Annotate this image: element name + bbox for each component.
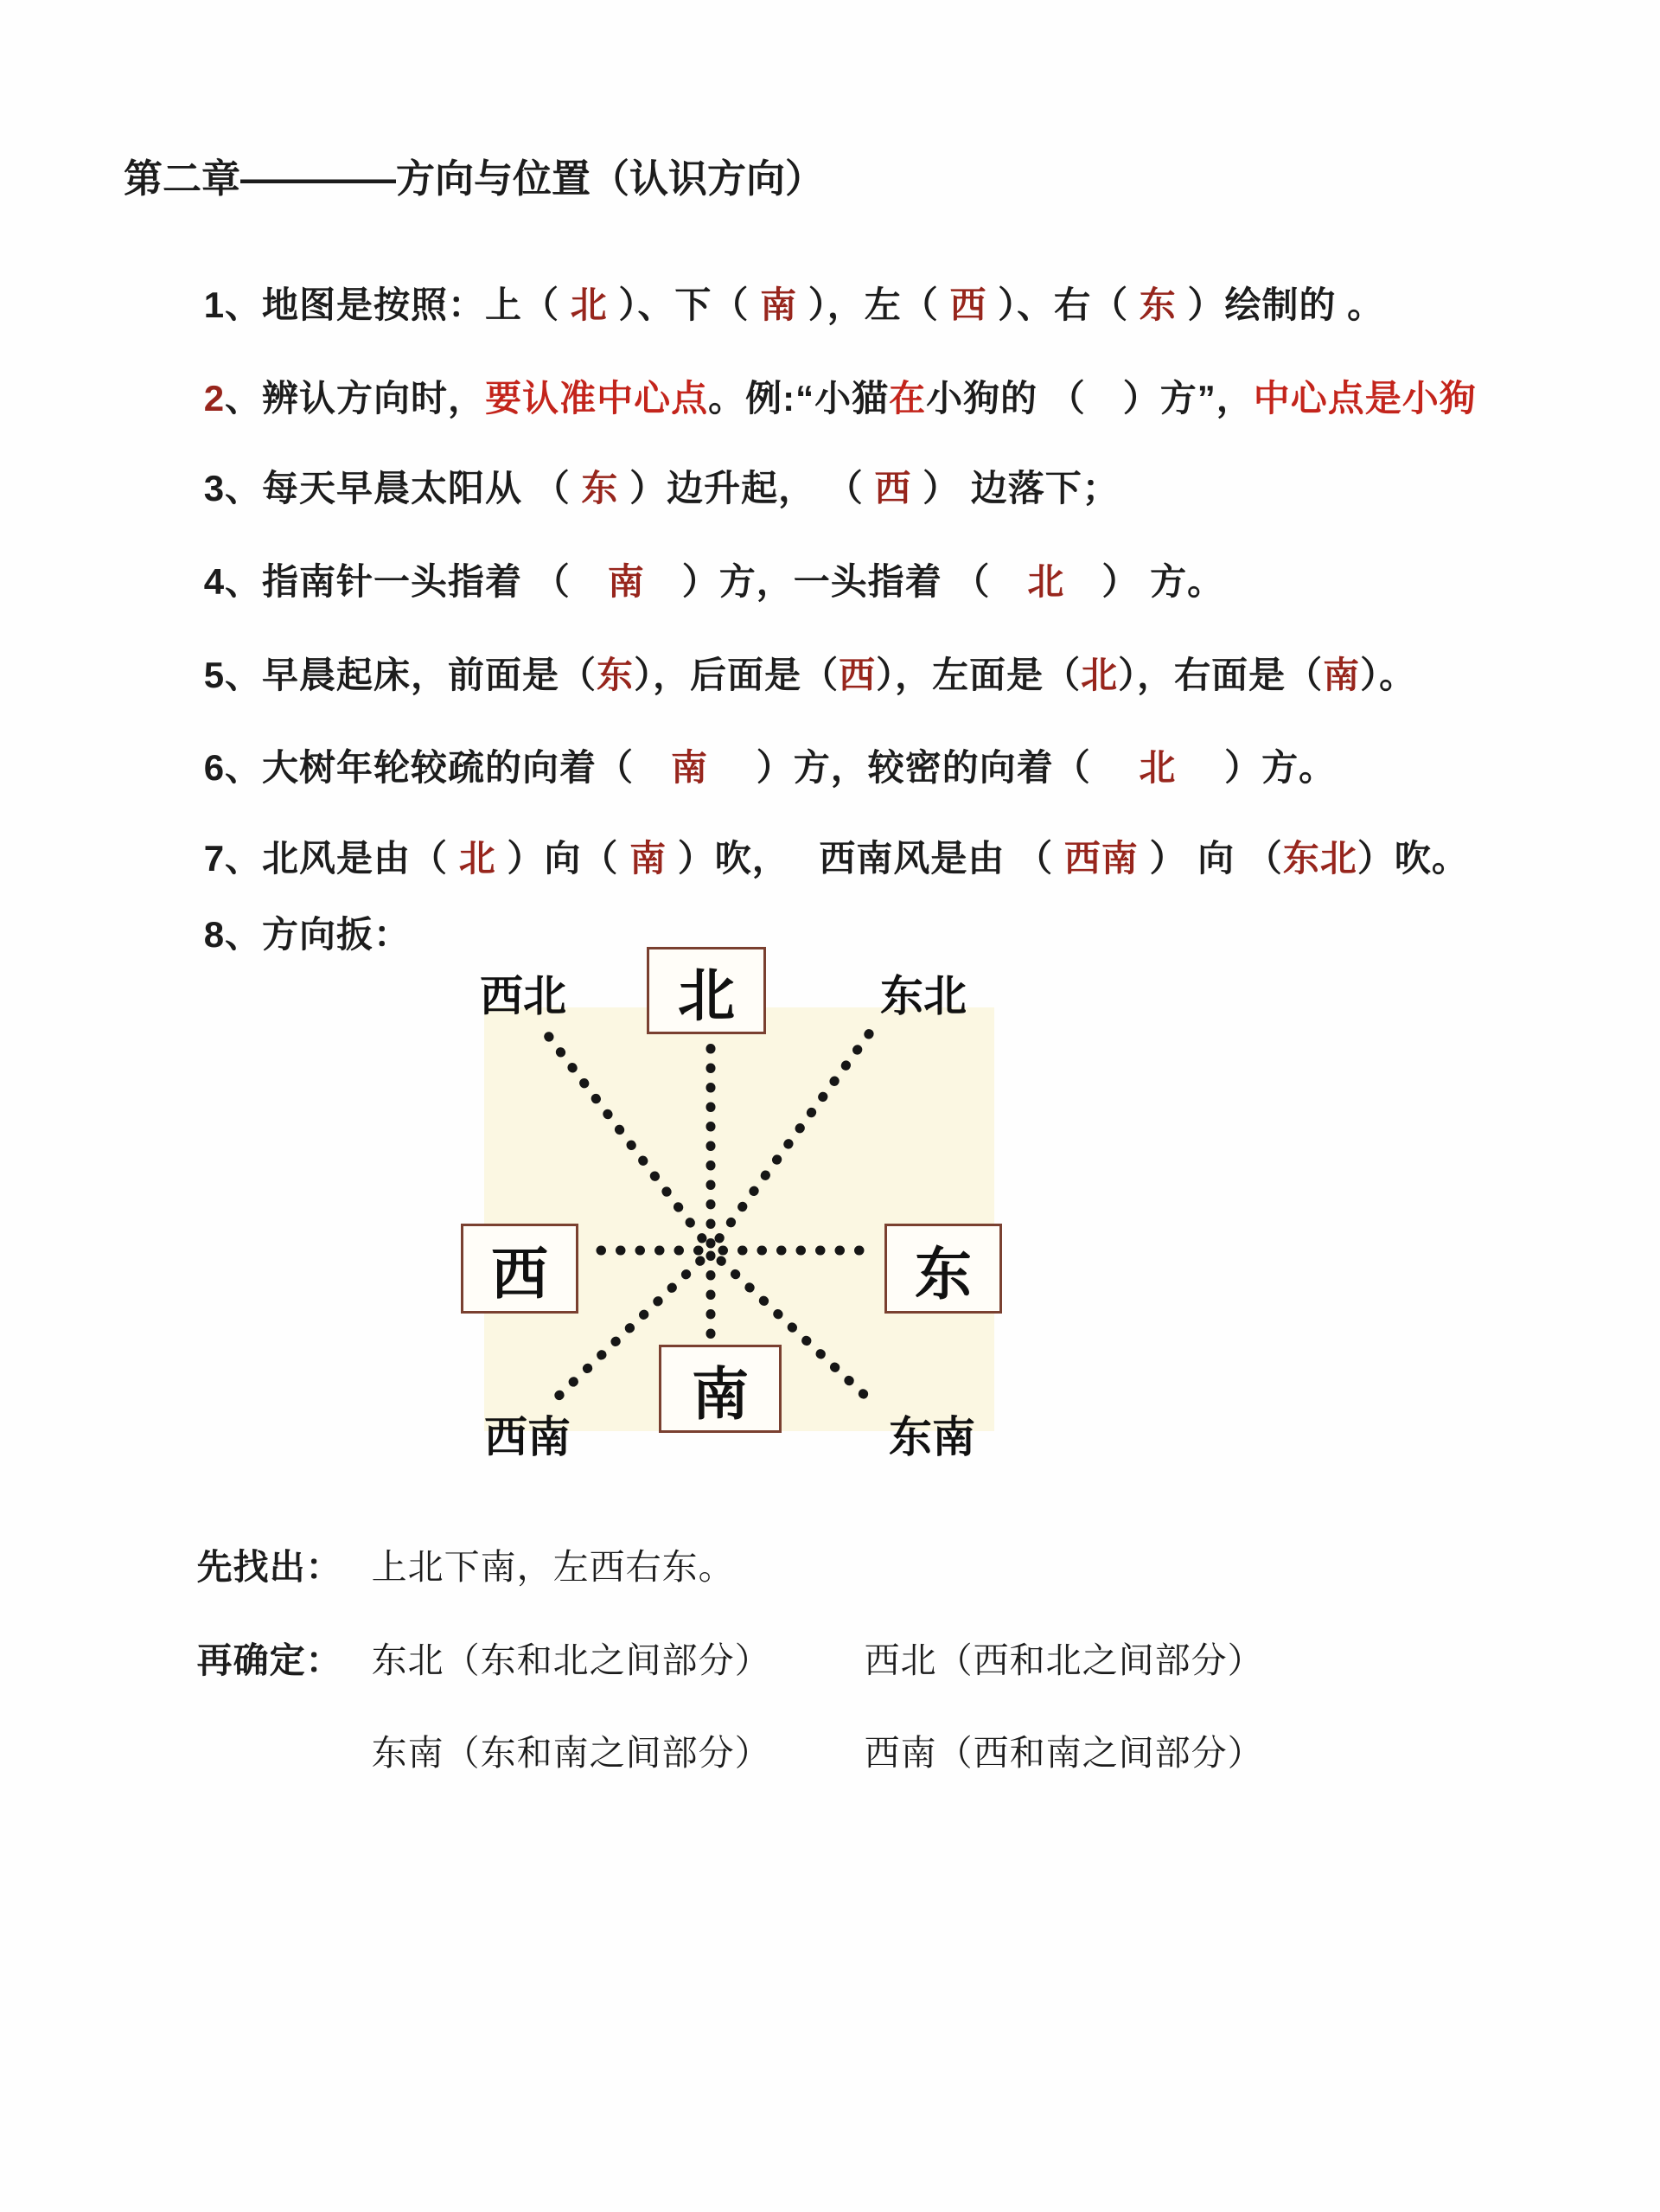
answer-text: 东北 bbox=[1282, 838, 1357, 879]
answer-text: 西 bbox=[949, 284, 987, 325]
text-run: 小狗的 （ ）方”， bbox=[926, 378, 1254, 419]
northeast-label: 东北 bbox=[880, 970, 967, 1021]
answer-text: 南 bbox=[629, 838, 667, 879]
answer-text: 北 bbox=[1139, 747, 1177, 788]
east-label: 东 bbox=[915, 1239, 972, 1307]
text-run: ）吹。 bbox=[1357, 838, 1469, 879]
compass-east-box bbox=[884, 1224, 1002, 1314]
southeast-label: 东南 bbox=[889, 1411, 975, 1462]
text-run: 7、北风是由（ bbox=[203, 838, 459, 879]
footer-label-second: 再确定： bbox=[196, 1640, 342, 1680]
text-run: ）方。 bbox=[1176, 747, 1337, 788]
ray-northwest bbox=[538, 1022, 702, 1238]
northwest-label: 西北 bbox=[480, 970, 566, 1021]
answer-text: 西 bbox=[839, 655, 877, 695]
answer-text: 南 bbox=[671, 747, 709, 788]
footer-line-3 bbox=[329, 1684, 1264, 1816]
text-run: ），左面是（ bbox=[876, 655, 1082, 695]
emphasis-text: 要认准中心点 bbox=[485, 378, 709, 419]
answer-text: 北 bbox=[1027, 561, 1065, 602]
item-8 bbox=[160, 865, 411, 1000]
compass-west-box bbox=[461, 1224, 578, 1314]
footer-col-northeast: 东北（东和北之间部分） bbox=[371, 1640, 771, 1680]
text-run: ）边升起， （ bbox=[618, 468, 875, 508]
footer-col-southwest: 西南（西和南之间部分） bbox=[864, 1733, 1264, 1773]
text-run: ）方，一头指着 （ bbox=[644, 561, 1028, 602]
answer-text: 南 bbox=[607, 561, 645, 602]
emphasis-text: 在 bbox=[889, 378, 927, 419]
compass-north-box bbox=[647, 947, 766, 1034]
text-run: ）绘制的 。 bbox=[1176, 284, 1385, 325]
compass-south-box bbox=[659, 1345, 782, 1433]
answer-text: 北 bbox=[1081, 655, 1119, 695]
text-run: 。例:“小猫 bbox=[708, 378, 890, 419]
footer-col-northwest: 西北（西和北之间部分） bbox=[864, 1640, 1264, 1680]
south-label: 南 bbox=[692, 1359, 749, 1428]
emphasis-text: 中心点是小狗 bbox=[1253, 378, 1477, 419]
text-run: 5、早晨起床，前面是（ bbox=[203, 655, 597, 695]
text-run: ）向（ bbox=[495, 838, 630, 879]
ray-northeast bbox=[719, 1019, 880, 1238]
footer-label-first: 先找出： bbox=[196, 1547, 342, 1587]
footer-text: 上北下南，左西右东。 bbox=[371, 1547, 735, 1587]
answer-text: 北 bbox=[570, 284, 608, 325]
answer-text: 北 bbox=[458, 838, 496, 879]
north-label: 北 bbox=[678, 962, 735, 1029]
text-run: ）方，较密的向着（ bbox=[708, 747, 1140, 788]
answer-text: 西 bbox=[874, 468, 912, 508]
text-run: 8、方向扳： bbox=[203, 914, 412, 955]
text-run: 、辨认方向时， bbox=[225, 378, 486, 419]
compass-diagram bbox=[432, 925, 1020, 1479]
answer-text: 南 bbox=[1323, 655, 1361, 695]
text-run: 4、指南针一头指着 （ bbox=[203, 561, 608, 602]
text-run: ），右面是（ bbox=[1118, 655, 1324, 695]
answer-text: 西南 bbox=[1063, 838, 1139, 879]
text-run: ）。 bbox=[1360, 655, 1417, 695]
text-run: 1、地图是按照：上（ bbox=[203, 284, 571, 325]
text-run: ）吹， 西南风是由 （ bbox=[667, 838, 1064, 879]
text-run: ），左（ bbox=[797, 284, 950, 325]
footer-col-southeast: 东南（东和南之间部分） bbox=[371, 1733, 771, 1773]
answer-text: 东 bbox=[1139, 284, 1177, 325]
answer-text: 东 bbox=[581, 468, 619, 508]
text-run: ） 边落下； bbox=[911, 468, 1120, 508]
text-run: ）、右（ bbox=[986, 284, 1140, 325]
answer-text: 东 bbox=[597, 655, 635, 695]
southwest-label: 西南 bbox=[484, 1411, 571, 1462]
text-run: 6、大树年轮较疏的向着（ bbox=[203, 747, 672, 788]
west-label: 西 bbox=[491, 1239, 548, 1307]
text-run: 3、每天早晨太阳从 （ bbox=[203, 468, 582, 508]
item-number: 2 bbox=[203, 378, 226, 419]
chapter-title: 第二章————方向与位置（认识方向） bbox=[124, 157, 825, 201]
text-run: ）、下（ bbox=[607, 284, 761, 325]
answer-text: 南 bbox=[760, 284, 798, 325]
text-run: ），后面是（ bbox=[634, 655, 840, 695]
text-run: ） 方。 bbox=[1064, 561, 1225, 602]
text-run: ） 向 （ bbox=[1138, 838, 1283, 879]
